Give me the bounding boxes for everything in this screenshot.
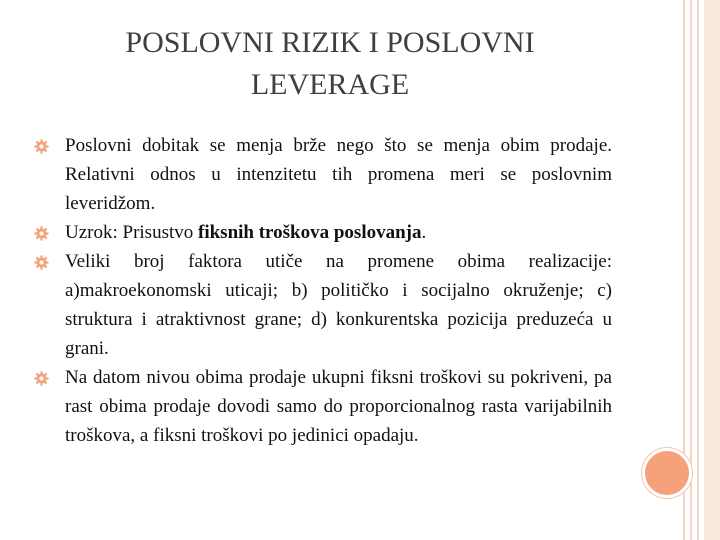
slide-title [40,22,620,106]
bullet-text: Veliki broj faktora utiče na promene obima realizacije: a)makroekonomski uticaji; b) političko i socijalno okruženje; c) struktura i atraktivnost grane; d) konkurentska pozicija preduzeća u grani. [65,251,612,359]
list-item [34,363,612,450]
bullet-text [65,222,426,243]
decorative-frame-line [690,0,692,540]
bullet-list [34,131,612,450]
bullet-text-bold: fiksnih troškova poslovanja [198,222,422,243]
bullet-text: Na datom nivou obima prodaje ukupni fiksni troškovi su pokriveni, pa rast obima prodaje dovodi samo do proporcionalnog rasta varijabilnih troškova, a fiksni troškovi po jedinici opadaju. [65,367,612,446]
gear-icon [34,255,49,270]
bullet-text: Poslovni dobitak se menja brže nego što se menja obim prodaje. Relativni odnos u intenzitetu tih promena meri se poslovnim leveridžom. [65,135,612,214]
slide-title-line-2: LEVERAGE [250,68,410,101]
bullet-text-after: . [421,222,427,243]
decorative-frame-bar [704,0,720,540]
list-item [34,247,612,363]
list-item [34,131,612,218]
decorative-circle [642,448,692,498]
decorative-frame-line [697,0,699,540]
bullet-text-before: Uzrok: Prisustvo [65,222,198,243]
gear-icon [34,371,49,386]
list-item [34,218,612,247]
slide-title-line-1: POSLOVNI RIZIK I POSLOVNI [125,26,535,59]
gear-icon [34,139,49,154]
gear-icon [34,226,49,241]
